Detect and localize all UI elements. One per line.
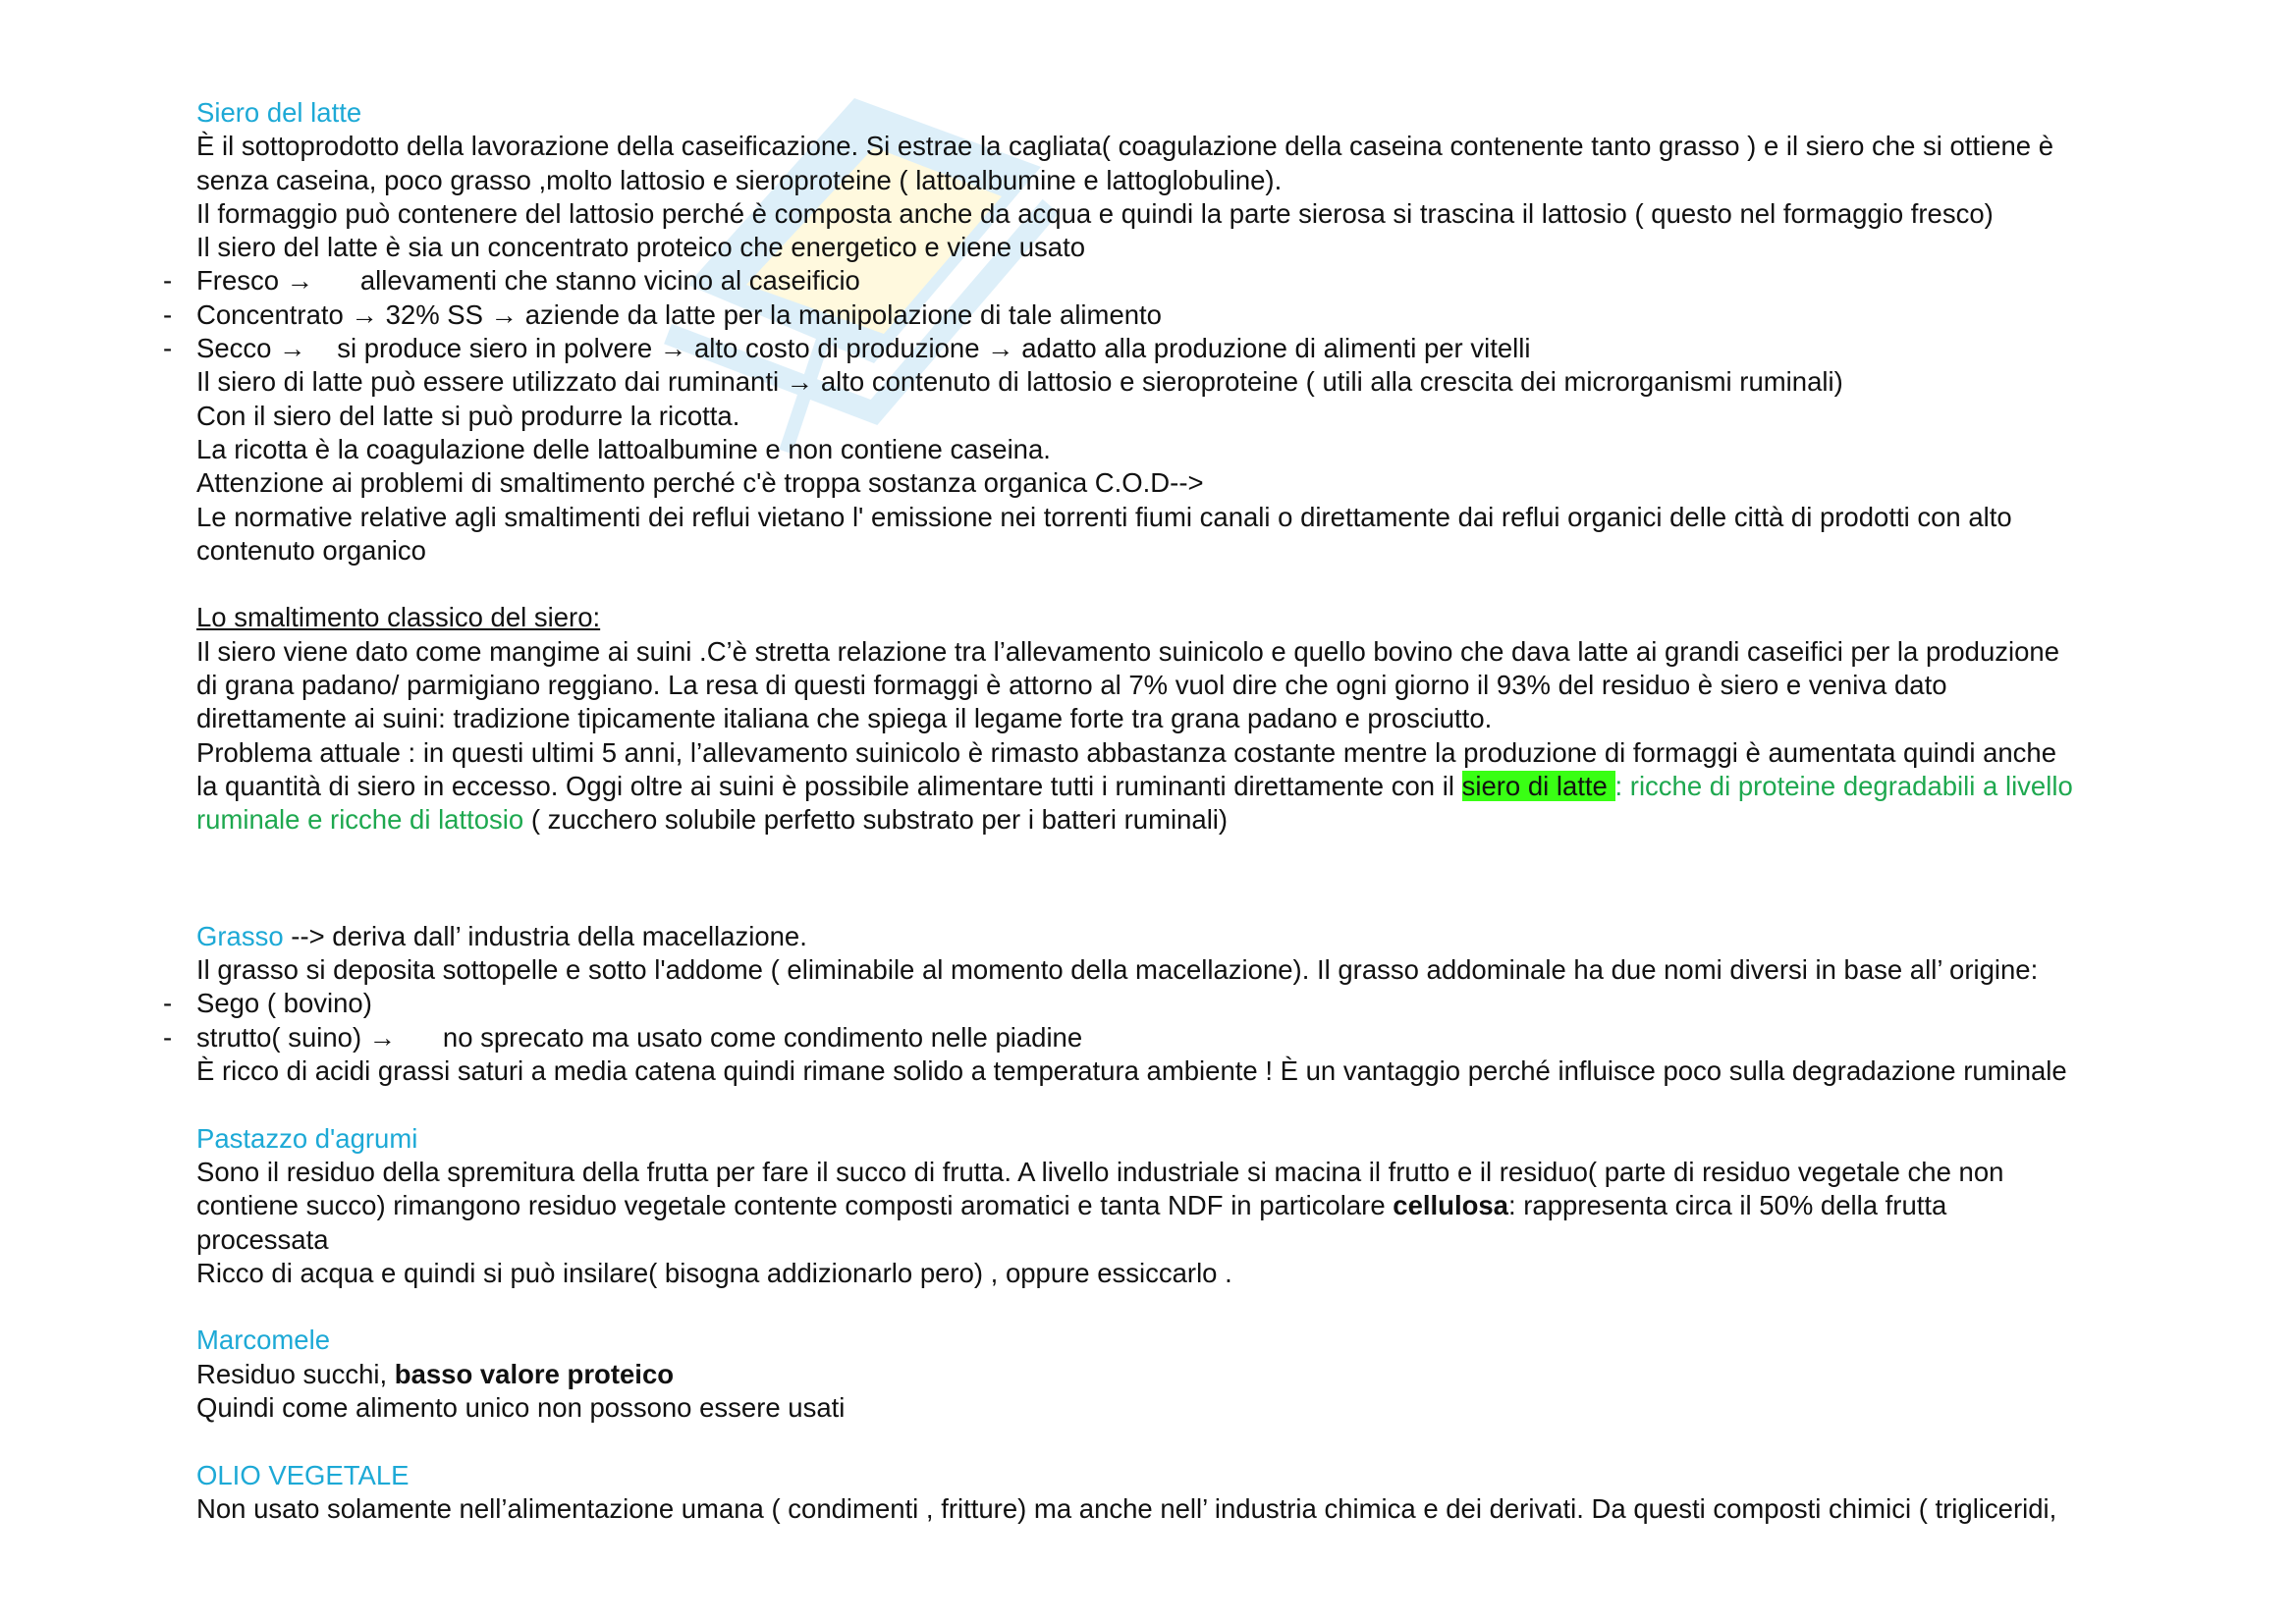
heading-marcomele: Marcomele [196, 1325, 331, 1356]
spacer [196, 1088, 2288, 1121]
arrow-icon: → [286, 265, 314, 297]
paragraph-line [196, 803, 2288, 837]
bullet-dash: - [163, 265, 173, 297]
paragraph-line: senza caseina, poco grasso ,molto lattosio e sieroproteine ( lattoalbumine e lattoglobuline). [196, 164, 1283, 195]
green-text: ruminale e ricche di lattosio [196, 804, 524, 836]
text-span: la quantità di siero in eccesso. Oggi oltre ai suini è possibile alimentare tutti i ruminanti direttamente con il [196, 770, 1462, 801]
text-span: : rappresenta circa il 50% della frutta [1507, 1190, 1947, 1221]
paragraph-line: Con il siero del latte si può produrre la ricotta. [196, 400, 740, 431]
bullet-dash: - [163, 1021, 173, 1053]
bullet-text: allevamenti che stanno vicino al caseificio [359, 265, 860, 297]
highlighted-text: siero di latte [1461, 770, 1615, 801]
paragraph-line: Quindi come alimento unico non possono essere usati [196, 1391, 846, 1423]
heading-smaltimento [196, 601, 2288, 634]
arrow-icon: → [279, 333, 306, 364]
paragraph-line: Problema attuale : in questi ultimi 5 anni, l’allevamento suinicolo è rimasto abbastanza costante mentre la produzione di formaggi è aumentata quindi anche [196, 736, 2057, 768]
paragraph-line: Non usato solamente nell’alimentazione umana ( condimenti , fritture) ma anche nell’ industria chimica e dei derivati. Da questi composti chimici ( trigliceridi, [196, 1492, 2057, 1524]
bullet-text: si produce siero in polvere [337, 333, 653, 364]
paragraph-line: processata [196, 1223, 329, 1255]
arrow-icon: → [490, 298, 519, 330]
bullet-text: adatto alla produzione di alimenti per vitelli [1021, 333, 1531, 364]
paragraph-line [196, 1189, 2288, 1222]
text-span: --> deriva dall’ industria della macellazione. [283, 920, 807, 951]
paragraph-line: di grana padano/ parmigiano reggiano. La resa di questi formaggi è attorno al 7% vuol dire che ogni giorno il 93% del residuo è siero e veniva dato [196, 670, 1947, 701]
heading-grasso: Grasso [196, 920, 284, 951]
arrow-icon: → [368, 1021, 397, 1053]
text-span: contiene succo) rimangono residuo vegetale contente composti aromatici e tanta NDF in particolare [196, 1190, 1394, 1221]
text-span: Il siero di latte può essere utilizzato dai ruminanti [196, 366, 780, 398]
spacer [196, 1425, 2288, 1458]
heading-pastazzo: Pastazzo d'agrumi [196, 1122, 418, 1154]
document-body [163, 96, 2288, 1526]
arrow-icon: → [351, 298, 378, 330]
paragraph-line: Ricco di acqua e quindi si può insilare( bisogna addizionarlo pero) , oppure essiccarlo . [196, 1257, 1232, 1288]
bullet-text: 32% SS [385, 298, 483, 330]
spacer [196, 871, 2288, 920]
bullet-text: no sprecato ma usato come condimento nelle piadine [442, 1021, 1083, 1053]
bullet-text: aziende da latte per la manipolazione di tale alimento [524, 298, 1162, 330]
list-item-strutto [163, 1021, 2288, 1054]
list-item-concentrato [163, 298, 2288, 332]
paragraph-line: Attenzione ai problemi di smaltimento perché c'è troppa sostanza organica C.O.D--> [196, 467, 1204, 499]
arrow-icon: → [659, 333, 687, 364]
bullet-dash: - [163, 333, 173, 364]
paragraph-line: La ricotta è la coagulazione delle lattoalbumine e non contiene caseina. [196, 433, 1051, 464]
paragraph-line: Il siero del latte è sia un concentrato proteico che energetico e viene usato [196, 232, 1086, 263]
spacer [196, 568, 2288, 601]
paragraph-line [196, 770, 2288, 803]
bullet-label: strutto( suino) [196, 1021, 362, 1053]
paragraph-line: direttamente ai suini: tradizione tipicamente italiana che spiega il legame forte tra grana padano e prosciutto. [196, 703, 1493, 734]
heading-olio-vegetale: OLIO VEGETALE [196, 1459, 410, 1490]
spacer [196, 1290, 2288, 1324]
bold-text: basso valore proteico [394, 1358, 675, 1389]
list-item-secco [163, 332, 2288, 365]
paragraph-line: contenuto organico [196, 534, 426, 566]
bullet-label: Fresco [196, 265, 280, 297]
paragraph-line: Il formaggio può contenere del lattosio perché è composta anche da acqua e quindi la parte sierosa si trascina il lattosio ( questo nel formaggio fresco) [196, 197, 1994, 229]
bold-text: cellulosa [1393, 1190, 1508, 1221]
paragraph-line: Il siero viene dato come mangime ai suini .C’è stretta relazione tra l’allevamento suinicolo e quello bovino che dava latte ai grandi caseifici per la produzione [196, 635, 2060, 667]
heading-grasso-line [196, 920, 2288, 953]
heading-siero-del-latte: Siero del latte [196, 97, 362, 128]
text-span: Residuo succhi, [196, 1358, 395, 1389]
paragraph-line [196, 1358, 2288, 1391]
list-item-fresco [163, 264, 2288, 297]
paragraph-line: Sono il residuo della spremitura della frutta per fare il succo di frutta. A livello industriale si macina il frutto e il residuo( parte di residuo vegetale che non [196, 1156, 2004, 1187]
text-span: ( zucchero solubile perfetto substrato per i batteri ruminali) [523, 804, 1229, 836]
paragraph-line: È il sottoprodotto della lavorazione della caseificazione. Si estrae la cagliata( coagulazione della caseina contenente tanto grasso ) e il siero che si ottiene è [196, 131, 2054, 162]
arrow-icon: → [786, 366, 814, 398]
spacer [196, 838, 2288, 871]
bullet-dash: - [163, 988, 173, 1019]
bullet-text: alto costo di produzione [694, 333, 980, 364]
bullet-label: Concentrato [196, 298, 344, 330]
list-item-sego [163, 987, 2288, 1020]
paragraph-line: Le normative relative agli smaltimenti dei reflui vietano l' emissione nei torrenti fiumi canali o direttamente dai reflui organici delle città di prodotti con alto [196, 501, 2012, 532]
bullet-dash: - [163, 298, 173, 330]
underlined-heading: Lo smaltimento classico del siero: [196, 602, 601, 633]
paragraph-line [196, 365, 2288, 399]
text-span: alto contenuto di lattosio e sieroproteine ( utili alla crescita dei microrganismi ruminali) [820, 366, 1843, 398]
bullet-label: Secco [196, 333, 272, 364]
bullet-text: Sego ( bovino) [196, 988, 372, 1019]
arrow-icon: → [987, 333, 1014, 364]
paragraph-line: Il grasso si deposita sottopelle e sotto l'addome ( eliminabile al momento della macellazione). Il grasso addominale ha due nomi diversi in base all’ origine: [196, 954, 2039, 986]
paragraph-line: È ricco di acidi grassi saturi a media catena quindi rimane solido a temperatura ambiente ! È un vantaggio perché influisce poco sulla degradazione ruminale [196, 1055, 2067, 1087]
green-text: : ricche di proteine degradabili a livello [1614, 770, 2073, 801]
